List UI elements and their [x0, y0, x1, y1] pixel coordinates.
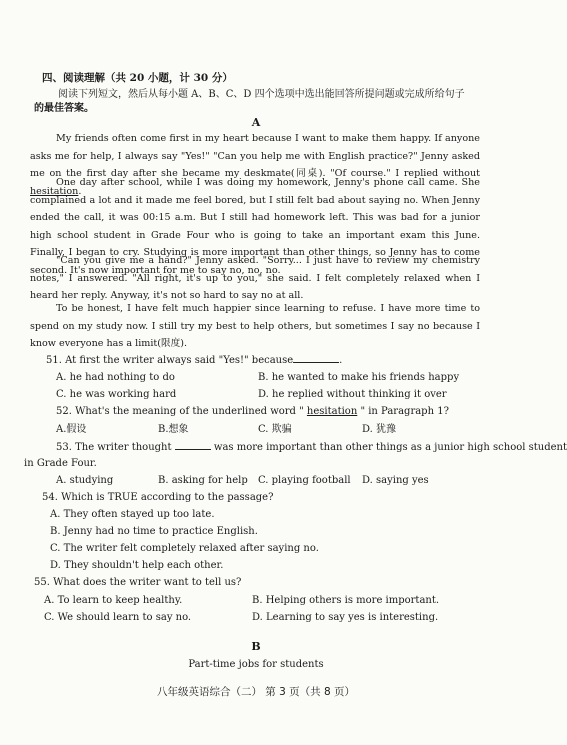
q54-option-d: D. They shouldn't help each other.: [50, 560, 224, 571]
section-heading: 四、阅读理解（共 20 小题，计 30 分）: [42, 72, 233, 84]
passage-a-paragraph-3: "Can you give me a hand?" Jenny asked. "Sorry... I just have to review my chemistry notes," I answered. "All right, it's up to you," she said. I felt completely relaxed when I heard her reply. Anyway, it's not so hard to say no at all.: [30, 255, 480, 301]
q54-option-a: A. They often stayed up too late.: [50, 509, 215, 520]
question-52-end: " in Paragraph 1?: [357, 406, 449, 417]
question-53-middle: was more important than other things as a junior high school student: [213, 442, 567, 453]
q54-option-c: C. The writer felt completely relaxed after saying no.: [50, 543, 319, 554]
q55-option-b: B. Helping others is more important.: [252, 595, 440, 606]
q54-option-b: B. Jenny had no time to practice English.: [50, 526, 258, 537]
page-footer: 八年级英语综合（二） 第 3 页（共 8 页）: [156, 686, 356, 698]
q52-option-b: B.想象: [158, 424, 189, 435]
q52-option-c: C. 欺骗: [258, 424, 292, 435]
question-51-stem: 51. At first the writer always said "Yes!" because: [46, 355, 294, 366]
q53-option-b: B. asking for help: [158, 475, 248, 486]
question-54: 54. Which is TRUE according to the passage?: [42, 492, 274, 503]
q53-option-d: D. saying yes: [362, 475, 429, 486]
passage-a-paragraph-4: To be honest, I have felt much happier since learning to refuse. I have more time to spend on my study now. I still try my best to help others, but sometimes I say no because I know everyone has a limit(限度).: [30, 303, 480, 349]
underlined-word-hesitation: hesitation: [30, 185, 79, 197]
question-52-stem: 52. What's the meaning of the underlined word ": [56, 406, 307, 417]
question-51-end: .: [339, 355, 343, 366]
paragraph-1-end: .: [78, 185, 82, 197]
answer-blank: [293, 353, 339, 363]
q55-option-c: C. We should learn to say no.: [44, 612, 192, 623]
passage-b-title: B: [251, 640, 261, 653]
q51-option-d: D. he replied without thinking it over: [258, 389, 447, 400]
question-52-word: hesitation: [306, 406, 358, 417]
q53-option-c: C. playing football: [258, 475, 351, 486]
passage-a-paragraph-2: One day after school, while I was doing my homework, Jenny's phone call came. She complained a lot and it made me feel bored, but I still felt bad about saying no. When Jenny ended the call, it was 00:15 a.m. But I still had homework left. This was bad for a junior high school student in Grade Four who is going to take an important exam this June. Finally, I began to cry. Studying is more important than other things, so Jenny has to come second. It's now important for me to say no, no, no.: [30, 177, 480, 276]
question-51: [46, 353, 342, 367]
q51-option-c: C. he was working hard: [56, 389, 177, 400]
question-53: [56, 440, 567, 454]
passage-a-title: A: [251, 116, 261, 129]
q53-option-a: A. studying: [56, 475, 114, 486]
q55-option-d: D. Learning to say yes is interesting.: [252, 612, 439, 623]
q51-option-b: B. he wanted to make his friends happy: [258, 372, 460, 383]
q51-option-a: A. he had nothing to do: [56, 372, 175, 383]
question-53-continued: in Grade Four.: [24, 458, 97, 469]
instructions-line-1: 阅读下列短文，然后从每小题 A、B、C、D 四个选项中选出能回答所提问题或完成所给句子: [58, 89, 465, 100]
question-55: 55. What does the writer want to tell us?: [34, 577, 242, 588]
instructions-line-2: 的最佳答案。: [34, 103, 94, 114]
q52-option-a: A.假设: [56, 424, 87, 435]
passage-b-subtitle: Part-time jobs for students: [188, 659, 324, 670]
question-52: [56, 405, 449, 418]
paragraph-1-text: My friends often come first in my heart because I want to make them happy. If anyone asks me for help, I always say "Yes!" "Can you help me with English practice?" Jenny asked me on the first day after she became my deskmate(同桌). "Of course." I replied without: [30, 133, 480, 179]
q52-option-d: D. 犹豫: [362, 424, 397, 435]
question-53-stem: 53. The writer thought: [56, 442, 172, 453]
q55-option-a: A. To learn to keep healthy.: [44, 595, 183, 606]
answer-blank: [175, 440, 211, 450]
